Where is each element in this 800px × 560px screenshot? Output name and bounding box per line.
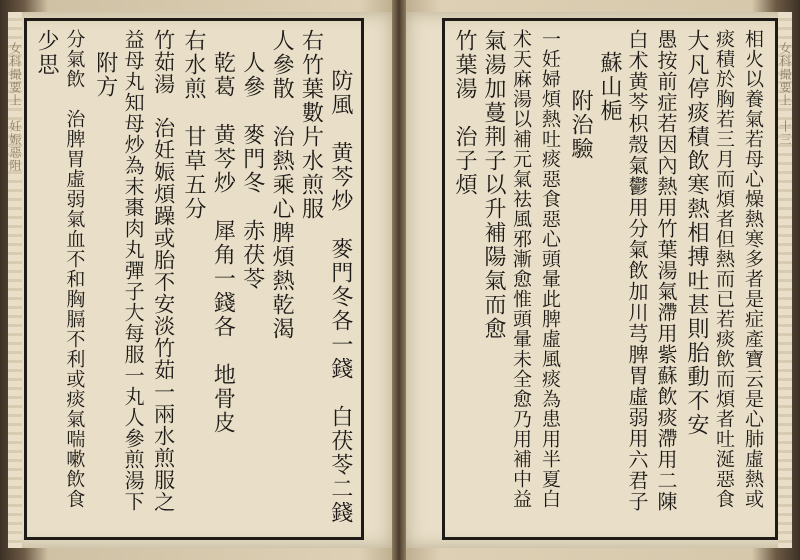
left-column — [121, 29, 149, 529]
right-column-text: 氣湯加蔓荆子以升補陽氣而愈 — [481, 29, 506, 341]
right-edge-text: 女科撮要上 十三 — [778, 42, 792, 146]
right-column — [451, 29, 479, 529]
right-column-text: 痰積於胸若三月而煩者但熱而已若痰飲而煩者吐涎惡食 — [713, 29, 735, 509]
right-column-text: 愚按前症若因內熱用竹葉湯氣滯用紫蘇飲痰滯用二陳 — [654, 29, 678, 512]
left-column-text: 右竹葉數片水煎服 — [298, 29, 324, 221]
left-column-text: 少思 — [34, 29, 59, 77]
left-column — [209, 29, 237, 529]
right-text-frame — [442, 18, 778, 540]
right-column-text: 一妊婦煩熱吐痰惡食惡心頭暈此脾虛風痰為患用半夏白 — [539, 29, 561, 509]
left-column-text: 右水煎 甘草五分 — [180, 29, 206, 221]
left-columns — [33, 29, 355, 529]
right-column — [625, 29, 653, 529]
left-column — [327, 29, 355, 529]
book-gutter — [392, 0, 406, 560]
right-column-text: 术天麻湯以補元氣祛風邪漸愈惟頭暈未全愈乃用補中益 — [510, 29, 532, 509]
left-page — [8, 12, 392, 548]
left-column-text: 防風 黄芩炒 麥門冬各一錢 白茯苓二錢 — [327, 69, 353, 525]
right-column — [712, 29, 740, 529]
right-column — [480, 29, 508, 529]
left-column-text: 人參 麥門冬 赤茯苓 — [239, 51, 265, 291]
right-column — [538, 29, 566, 529]
left-column — [180, 29, 208, 529]
right-column-text: 蘇山梔 — [597, 51, 622, 123]
left-column-text: 附方 — [92, 51, 118, 99]
left-column-text: 分氣飲 治脾胃虛弱氣血不和胸膈不利或痰氣喘嗽飲食 — [63, 29, 86, 509]
left-column-text: 益母丸知母炒為末棗肉丸彈子大每服一丸人參煎湯下 — [121, 29, 146, 512]
left-text-frame — [24, 18, 364, 540]
right-column — [654, 29, 682, 529]
right-column — [509, 29, 537, 529]
left-column-text: 竹茹湯 治妊娠煩躁或胎不安淡竹茹一兩水煎服之 — [151, 29, 176, 513]
right-columns — [451, 29, 769, 529]
right-column-text: 竹葉湯 治子煩 — [452, 29, 477, 197]
left-edge-text: 女科撮要上 妊娠惡阻 — [8, 42, 22, 172]
right-column-text: 附治驗 — [568, 89, 593, 161]
right-page — [406, 12, 792, 548]
right-column-text: 相火以養氣若母心燥熱寒多者是症產寶云是心肺虛熱或 — [742, 29, 764, 509]
left-column — [151, 29, 179, 529]
right-column — [596, 29, 624, 529]
right-column-text: 白术黄芩枳殼氣鬱用分氣飲加川芎脾胃虛弱用六君子 — [625, 29, 649, 512]
right-column-text: 大凡停痰積飲寒熱相搏吐甚則胎動不安 — [684, 29, 709, 437]
left-page-edge — [8, 12, 22, 548]
left-column — [239, 29, 267, 529]
right-column — [567, 29, 595, 529]
left-column-text: 乾葛 黄芩炒 犀角一錢各 地骨皮 — [210, 51, 236, 435]
left-column — [268, 29, 296, 529]
right-column — [741, 29, 769, 529]
left-column — [33, 29, 61, 529]
left-column-text: 人參散 治熱乘心脾煩熱乾渴 — [269, 29, 295, 341]
left-column — [62, 29, 90, 529]
right-column — [683, 29, 711, 529]
left-column — [298, 29, 326, 529]
right-page-edge — [778, 12, 792, 548]
left-column — [92, 29, 120, 529]
